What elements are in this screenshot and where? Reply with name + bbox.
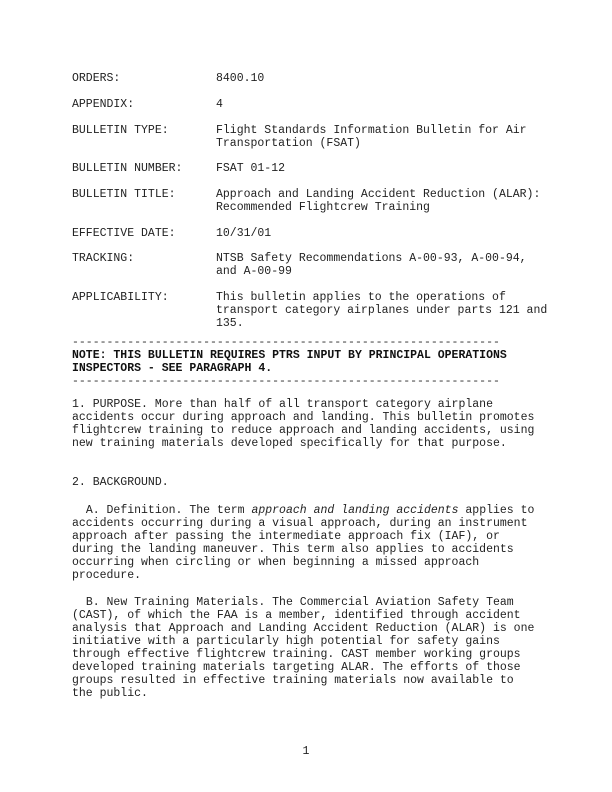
ptrs-note: NOTE: THIS BULLETIN REQUIRES PTRS INPUT BY PRINCIPAL OPERATIONS INSPECTORS - SEE PARAGRAPH 4. (72, 349, 507, 375)
field-label: BULLETIN TITLE: (72, 188, 176, 201)
training-materials-paragraph (72, 596, 538, 700)
separator-line: -------------------------------------------------------------- (72, 375, 500, 388)
field-value: Approach and Landing Accident Reduction (ALAR): Recommended Flightcrew Training (216, 188, 541, 214)
definition-term: approach and landing accidents (251, 504, 459, 517)
field-label: APPLICABILITY: (72, 291, 169, 304)
field-value: This bulletin applies to the operations of transport category airplanes under parts 121 and 135. (216, 291, 548, 330)
field-label: APPENDIX: (72, 98, 135, 111)
field-value: 10/31/01 (216, 227, 272, 240)
training-materials-text: B. New Training Materials. The Commercial Aviation Safety Team (CAST), of which the FAA is a member, identified through accident analysis that Approach and Landing Accident Reduction (ALAR) is one initiative with a particularly high potential for safety gains through effective flightcrew training. CAST member working groups developed training materials targeting ALAR. The efforts of those groups resulted in effective training materials now available to the public. (72, 596, 535, 700)
field-value: 4 (216, 98, 223, 111)
field-value: 8400.10 (216, 72, 265, 85)
field-label: ORDERS: (72, 72, 121, 85)
field-label: EFFECTIVE DATE: (72, 227, 176, 240)
field-value: NTSB Safety Recommendations A-00-93, A-00-94, and A-00-99 (216, 252, 527, 278)
field-label: TRACKING: (72, 252, 135, 265)
field-value: FSAT 01-12 (216, 162, 286, 175)
separator-line: -------------------------------------------------------------- (72, 336, 500, 349)
definition-rest: applies to accidents occurring during a visual approach, during an instrument approach after passing the intermediate approach fix (IAF), or during the landing maneuver. This term also applies to accidents occurring when circling or when beginning a missed approach procedure. (72, 504, 535, 582)
background-heading: 2. BACKGROUND. (72, 476, 169, 489)
field-label: BULLETIN NUMBER: (72, 162, 183, 175)
purpose-paragraph: 1. PURPOSE. More than half of all transport category airplane accidents occur during approach and landing. This bulletin promotes flightcrew training to reduce approach and landing accidents, using new training materials developed specifically for that purpose. (72, 398, 535, 450)
field-label: BULLETIN TYPE: (72, 124, 169, 137)
page-number: 1 (302, 745, 310, 758)
definition-lead: A. Definition. The term (85, 504, 252, 517)
definition-paragraph (72, 504, 538, 582)
field-value: Flight Standards Information Bulletin for Air Transportation (FSAT) (216, 124, 527, 150)
